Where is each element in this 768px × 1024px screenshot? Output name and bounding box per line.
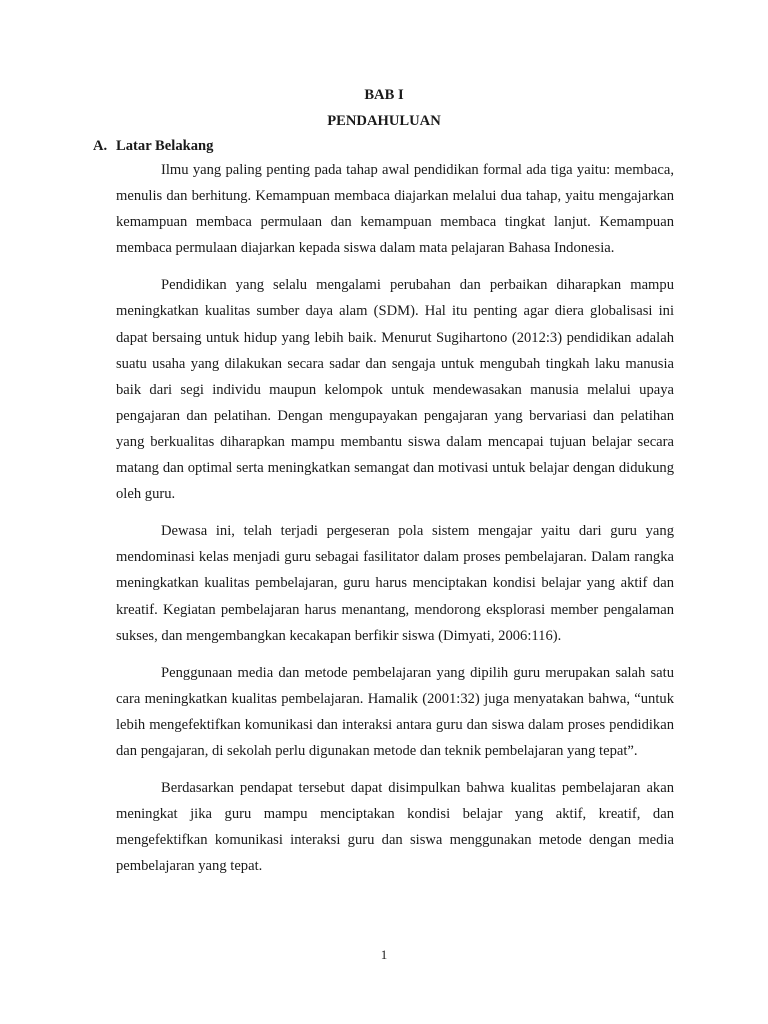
chapter-title: PENDAHULUAN bbox=[327, 113, 441, 129]
paragraph-5: Berdasarkan pendapat tersebut dapat disimpulkan bahwa kualitas pembelajaran akan meningkat jika guru mampu menciptakan kondisi belajar yang aktif, kreatif, dan mengefektifkan komunikasi interaksi guru dan siswa menggunakan metode dengan media pembelajaran yang tepat. bbox=[116, 780, 674, 875]
section-letter: A. bbox=[93, 138, 108, 154]
chapter-number: BAB I bbox=[364, 87, 404, 103]
section-title: Latar Belakang bbox=[116, 138, 214, 154]
paragraph-3: Dewasa ini, telah terjadi pergeseran pola sistem mengajar yaitu dari guru yang mendominasi kelas menjadi guru sebagai fasilitator dalam proses pembelajaran. Dalam rangka meningkatkan kualitas pembelajaran, guru harus menciptakan kondisi belajar yang aktif dan kreatif. Kegiatan pembelajaran harus menantang, mendorong eksplorasi member pengalaman sukses, dan mengembangkan kecakapan berfikir siswa (Dimyati, 2006:116). bbox=[116, 523, 674, 644]
page-number: 1 bbox=[380, 947, 388, 962]
paragraph-2: Pendidikan yang selalu mengalami perubahan dan perbaikan diharapkan mampu meningkatkan kualitas sumber daya alam (SDM). Hal itu penting agar diera globalisasi ini dapat bersaing untuk hidup yang lebih baik. Menurut Sugihartono (2012:3) pendidikan adalah suatu usaha yang dilakukan secara sadar dan sengaja untuk mengubah tingkah laku manusia baik dari segi individu maupun kelompok untuk mendewasakan manusia melalui upaya pengajaran dan pelatihan. Dengan mengupayakan pengajaran yang bervariasi dan pelatihan yang berkualitas diharapkan mampu membantu siswa dalam mencapai tujuan belajar secara matang dan optimal serta meningkatkan semangat dan motivasi untuk belajar dengan didukung oleh guru. bbox=[116, 277, 674, 503]
body-text bbox=[116, 157, 674, 879]
section-heading bbox=[93, 137, 213, 155]
paragraph-1: Ilmu yang paling penting pada tahap awal pendidikan formal ada tiga yaitu: membaca, menulis dan berhitung. Kemampuan membaca diajarkan melalui dua tahap, yaitu mengajarkan kemampuan membaca permulaan dan kemampuan membaca tingkat lanjut. Kemampuan membaca permulaan diajarkan kepada siswa dalam mata pelajaran Bahasa Indonesia. bbox=[116, 162, 674, 257]
paragraph-4: Penggunaan media dan metode pembelajaran yang dipilih guru merupakan salah satu cara meningkatkan kualitas pembelajaran. Hamalik (2001:32) juga menyatakan bahwa, “untuk lebih mengefektifkan komunikasi dan interaksi antara guru dan siswa dalam proses pendidikan dan pengajaran, di sekolah perlu digunakan metode dan teknik pembelajaran yang tepat”. bbox=[116, 664, 674, 759]
